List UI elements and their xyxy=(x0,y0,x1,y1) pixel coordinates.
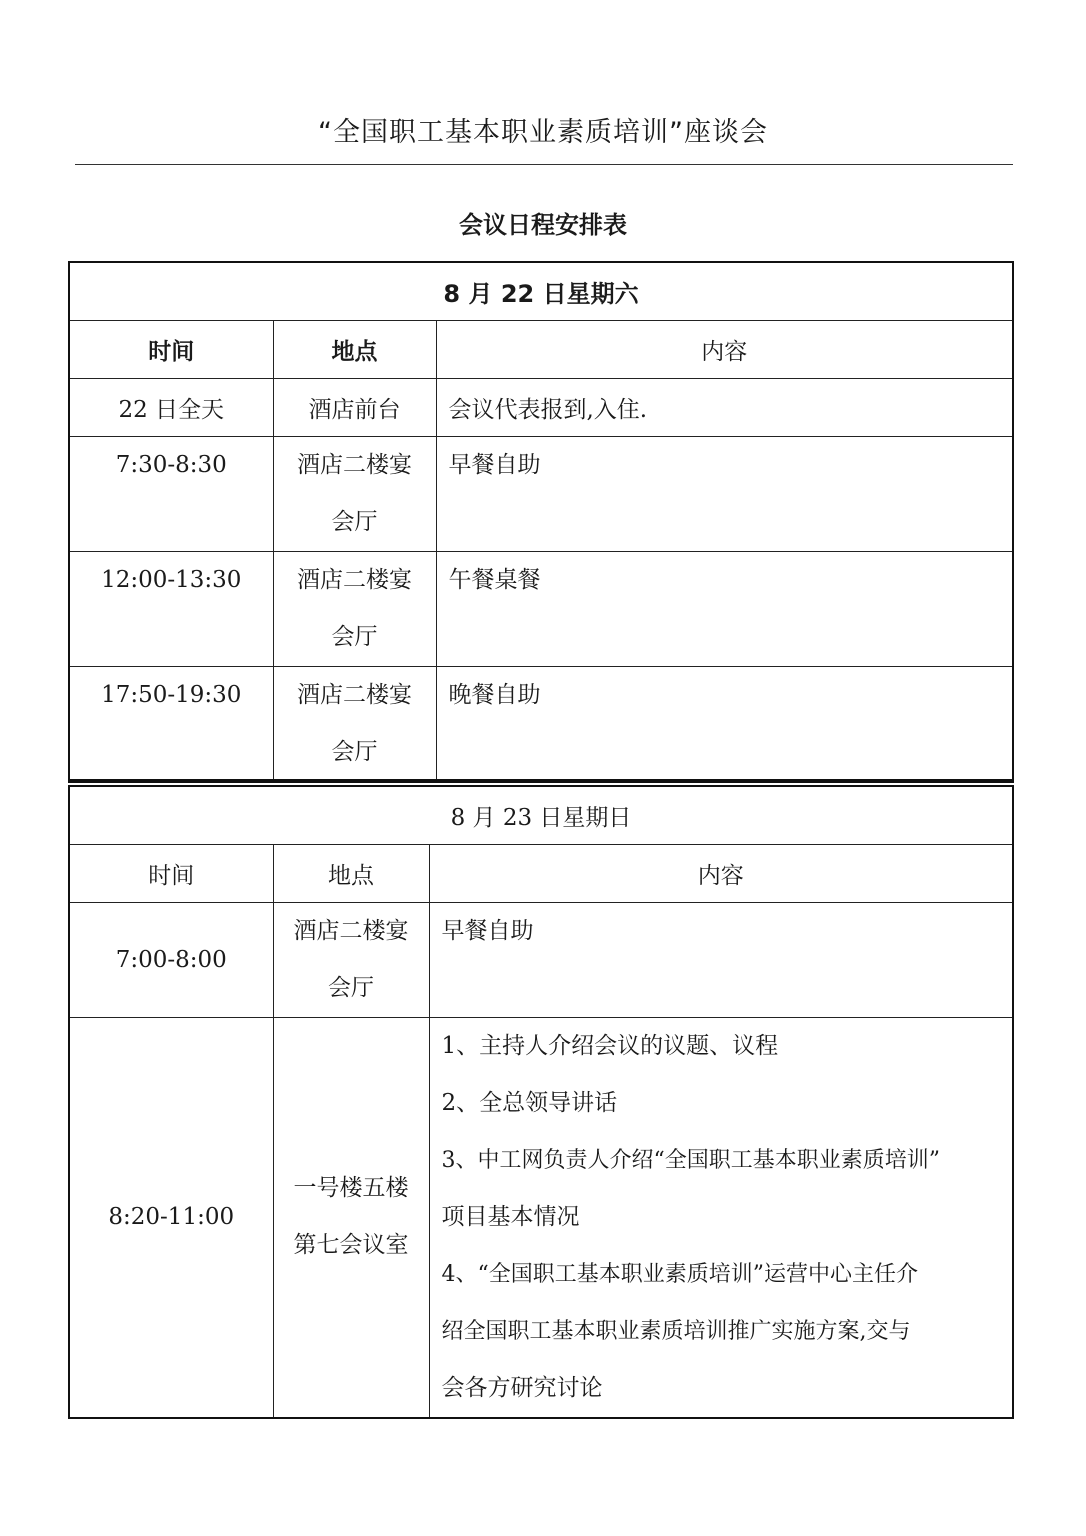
table-row xyxy=(69,378,1013,436)
row-place xyxy=(273,902,429,1017)
row-time: 17:50-19:30 xyxy=(69,666,273,782)
content-line: 3、中工网负责人介绍“全国职工基本职业素质培训” xyxy=(441,1147,940,1173)
place-line: 会厅 xyxy=(331,508,378,535)
day2-date: 8 月 23 日星期日 xyxy=(69,786,1013,844)
row-time: 22 日全天 xyxy=(69,378,273,436)
row-time: 7:30-8:30 xyxy=(69,436,273,551)
row-content: 早餐自助 xyxy=(429,902,1013,1017)
place-line: 会厅 xyxy=(331,738,378,765)
place-line: 第七会议室 xyxy=(293,1232,409,1258)
row-time: 8:20-11:00 xyxy=(69,1017,273,1418)
day-header-row xyxy=(69,786,1013,844)
table-row xyxy=(69,551,1013,666)
row-content: 早餐自助 xyxy=(436,436,1013,551)
place-line: 会厅 xyxy=(331,623,378,650)
row-content xyxy=(429,1017,1013,1418)
day-header-row xyxy=(69,262,1013,320)
table-row xyxy=(69,902,1013,1017)
row-place xyxy=(273,1017,429,1418)
content-line: 1、主持人介绍会议的议题、议程 xyxy=(441,1032,779,1059)
header-title: “全国职工基本职业素质培训”座谈会 xyxy=(318,117,768,148)
row-time: 12:00-13:30 xyxy=(69,551,273,666)
header-divider xyxy=(75,164,1013,165)
content-line: 项目基本情况 xyxy=(441,1203,580,1230)
col-header-place: 地点 xyxy=(273,844,429,902)
place-line: 酒店二楼宴 xyxy=(297,566,412,593)
day1-date: 8 月 22 日星期六 xyxy=(69,262,1013,320)
col-header-time: 时间 xyxy=(69,320,273,378)
row-place xyxy=(273,666,436,782)
row-content: 晚餐自助 xyxy=(436,666,1013,782)
schedule-table-day1 xyxy=(68,261,1014,783)
place-line: 酒店二楼宴 xyxy=(297,681,412,708)
column-header-row xyxy=(69,844,1013,902)
row-content: 会议代表报到,入住. xyxy=(436,378,1013,436)
content-line: 绍全国职工基本职业素质培训推广实施方案,交与 xyxy=(441,1318,911,1344)
table-row xyxy=(69,436,1013,551)
column-header-row xyxy=(69,320,1013,378)
table-row xyxy=(69,666,1013,782)
col-header-content: 内容 xyxy=(436,320,1013,378)
content-line: 2、全总领导讲话 xyxy=(441,1089,618,1116)
row-place xyxy=(273,551,436,666)
row-content: 午餐桌餐 xyxy=(436,551,1013,666)
col-header-place: 地点 xyxy=(273,320,436,378)
table-separator xyxy=(68,779,1014,781)
schedule-table-day2 xyxy=(68,785,1014,1419)
place-line: 会厅 xyxy=(328,974,374,1001)
row-time: 7:00-8:00 xyxy=(69,902,273,1017)
row-place xyxy=(273,436,436,551)
place-line: 酒店二楼宴 xyxy=(293,917,409,944)
document-title: 会议日程安排表 xyxy=(459,211,627,239)
content-line: 会各方研究讨论 xyxy=(441,1374,603,1401)
content-line: 4、“全国职工基本职业素质培训”运营中心主任介 xyxy=(441,1261,918,1287)
place-line: 酒店二楼宴 xyxy=(297,451,412,478)
place-line: 一号楼五楼 xyxy=(293,1175,409,1201)
table-row xyxy=(69,1017,1013,1418)
col-header-content: 内容 xyxy=(429,844,1013,902)
col-header-time: 时间 xyxy=(69,844,273,902)
row-place: 酒店前台 xyxy=(273,378,436,436)
